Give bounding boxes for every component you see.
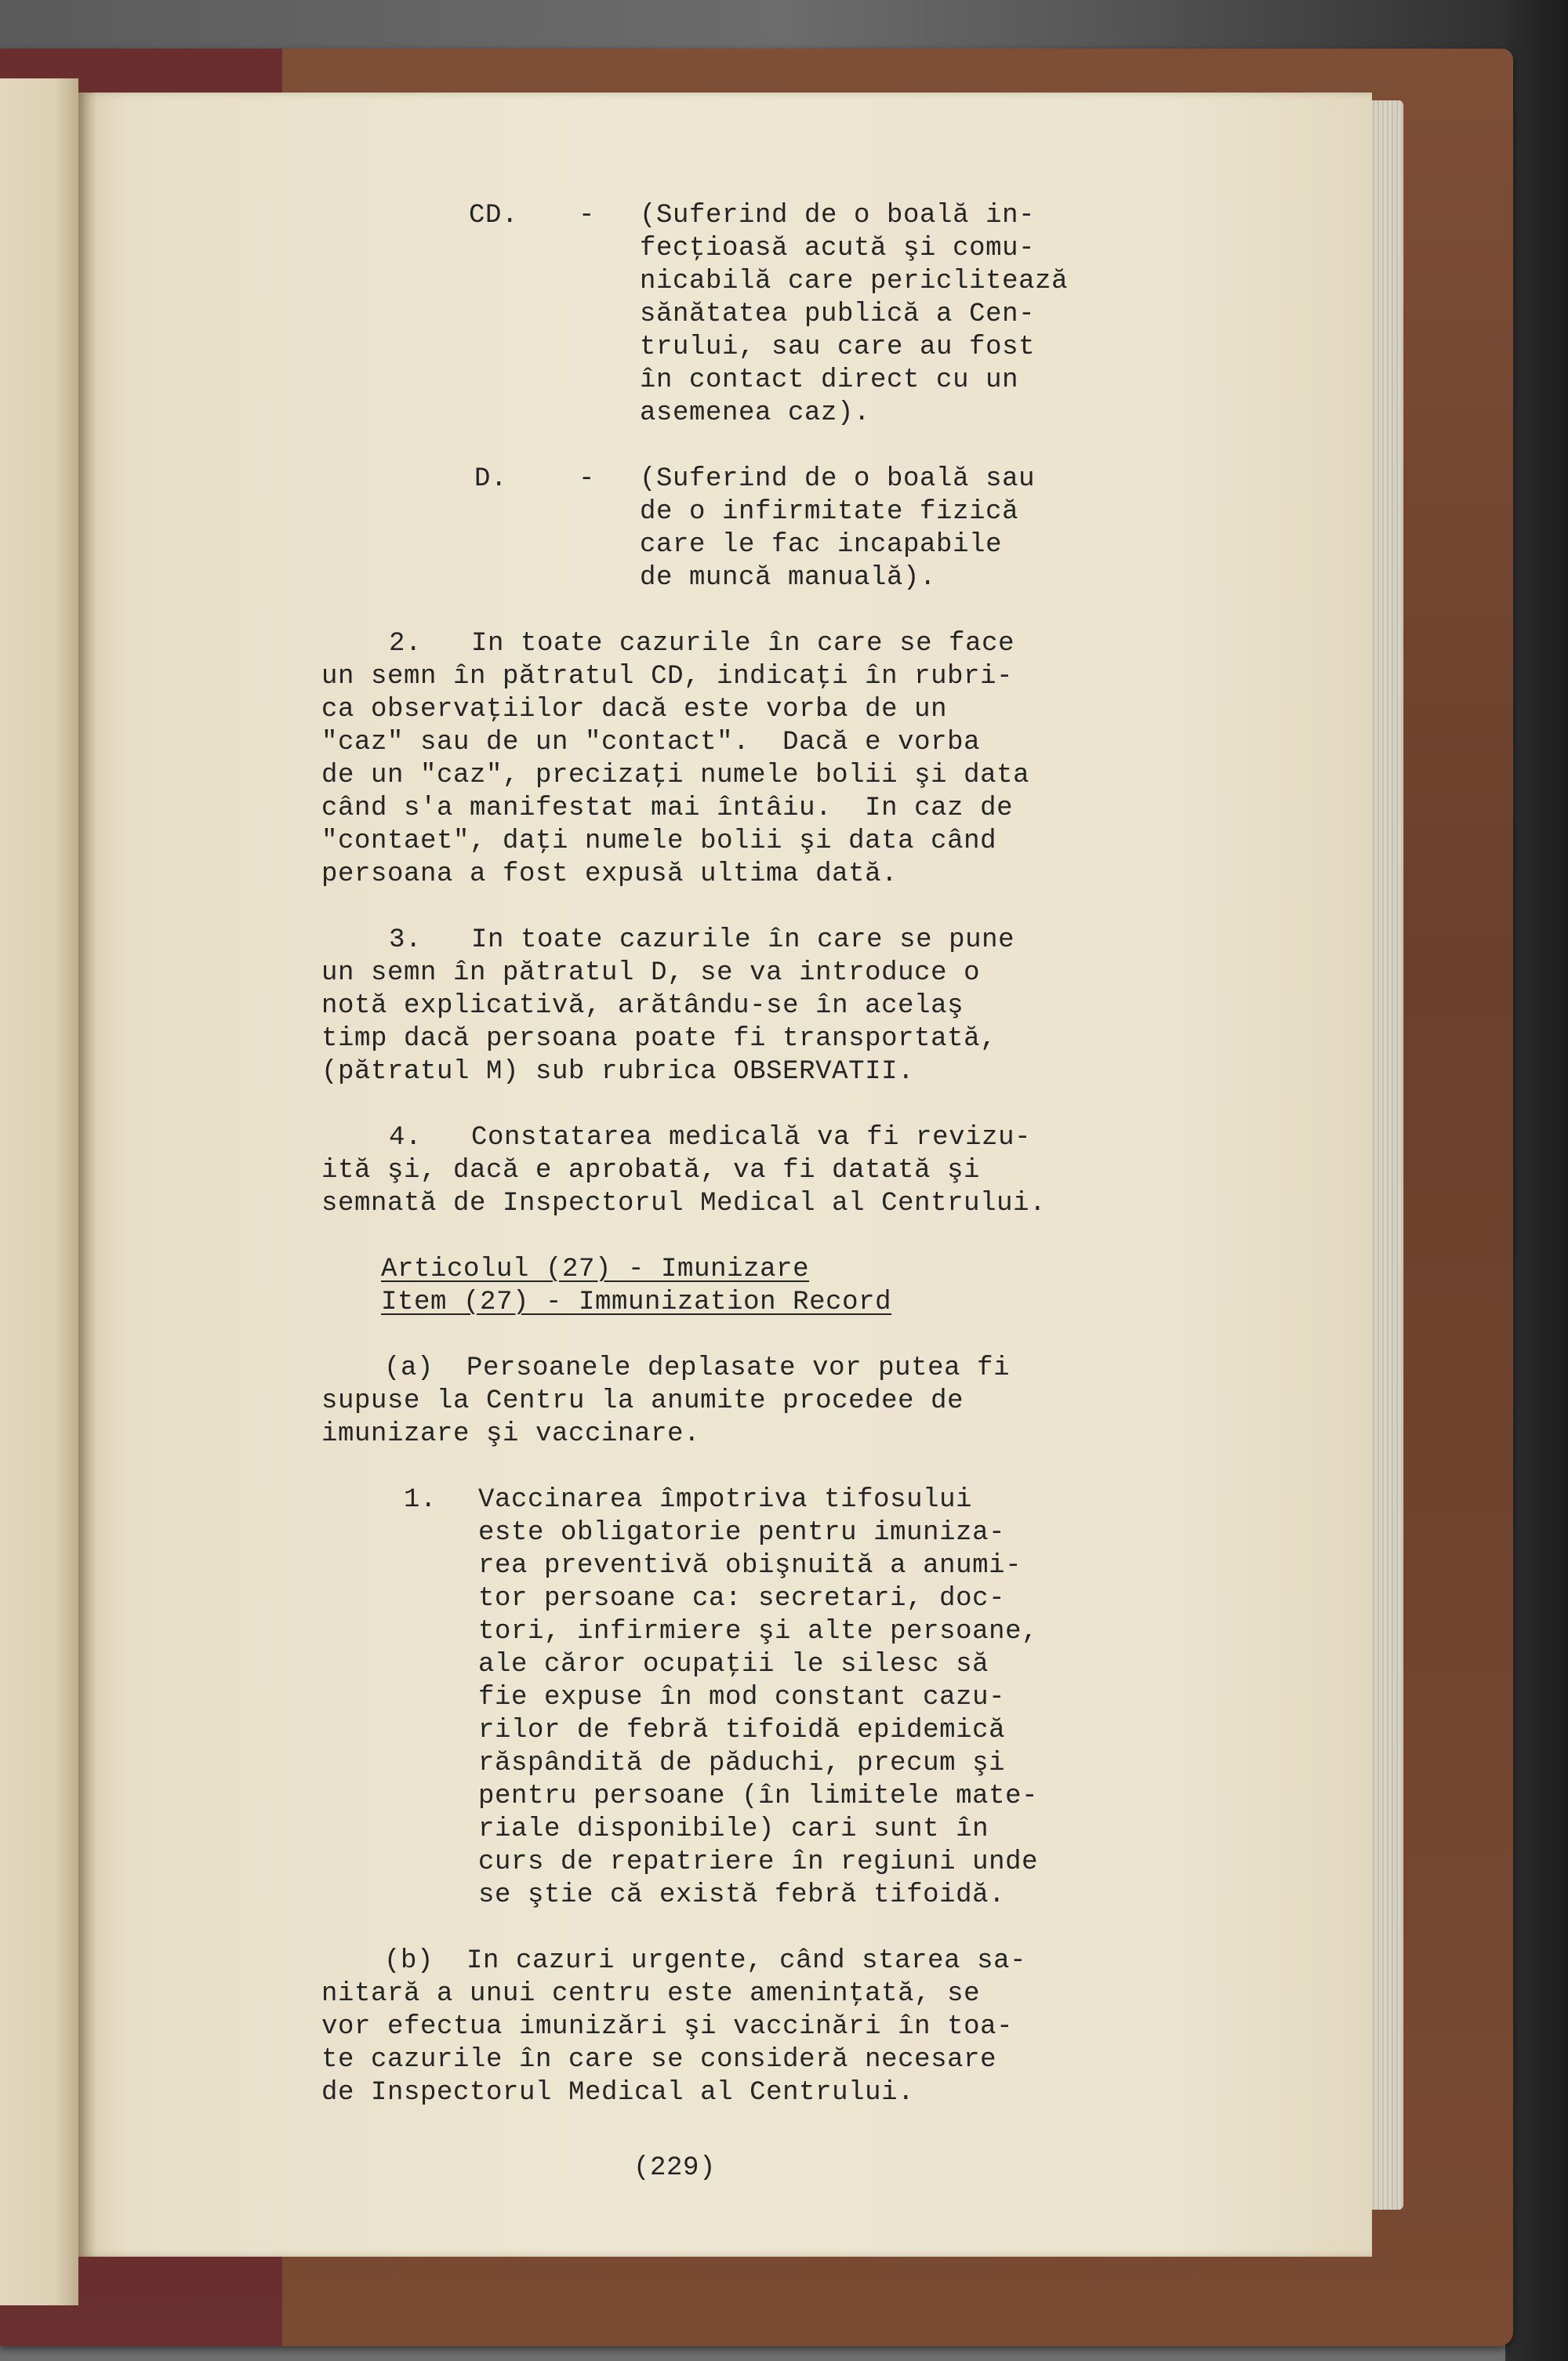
section-b-line: nitară a unui centru este ameninţată, se <box>321 1979 981 2009</box>
section-b-line: vor efectua imunizări şi vaccinări în toa- <box>321 2012 1014 2042</box>
paragraph-line: (pătratul M) sub rubrica OBSERVATII. <box>321 1057 915 1087</box>
entry-d-label: D. <box>474 464 508 494</box>
paragraph-line: 3. In toate cazurile în care se pune <box>389 925 1015 955</box>
heading-romanian: Articolul (27) - Imunizare <box>381 1255 810 1284</box>
book-page <box>78 93 1372 2257</box>
item-1-line: se ştie că există febră tifoidă. <box>478 1880 1006 1910</box>
item-1-line: fie expuse în mod constant cazu- <box>478 1683 1006 1713</box>
page-number: (229) <box>633 2153 717 2183</box>
previous-page-edge <box>0 78 78 2305</box>
section-b-line: (b) In cazuri urgente, când starea sa- <box>384 1946 1027 1976</box>
paragraph-line: când s'a manifestat mai întâiu. In caz de <box>321 794 1014 823</box>
paragraph-line: "contaet", daţi numele bolii şi data când <box>321 826 997 856</box>
item-1-line: rea preventivă obişnuită a anumi- <box>478 1551 1022 1581</box>
entry-cd-line: în contact direct cu un <box>640 365 1019 395</box>
section-b-line: te cazurile în care se consideră necesare <box>321 2045 997 2075</box>
entry-d-line: (Suferind de o boală sau <box>640 464 1036 494</box>
paragraph-line: un semn în pătratul CD, indicaţi în rubri- <box>321 662 1014 692</box>
gutter-shadow <box>78 93 97 2257</box>
entry-d-line: care le fac incapabile <box>640 530 1003 560</box>
entry-cd-line: sănătatea publică a Cen- <box>640 300 1036 329</box>
entry-cd-line: nicabilă care periclitează <box>640 267 1069 296</box>
paragraph-line: timp dacă persoana poate fi transportată, <box>321 1024 997 1054</box>
entry-d-line: de muncă manuală). <box>640 563 937 593</box>
paragraph-line: ca observaţiilor dacă este vorba de un <box>321 695 948 725</box>
paragraph-line: notă explicativă, arătându-se în acelaş <box>321 991 964 1021</box>
item-1-line: tori, infirmiere şi alte persoane, <box>478 1617 1039 1647</box>
item-1-line: răspândită de păduchi, precum şi <box>478 1749 1006 1778</box>
entry-cd-line: trului, sau care au fost <box>640 332 1036 362</box>
entry-cd-line: (Suferind de o boală in- <box>640 201 1036 231</box>
section-a-line: (a) Persoanele deplasate vor putea fi <box>384 1353 1011 1383</box>
section-b-line: de Inspectorul Medical al Centrului. <box>321 2078 915 2108</box>
paragraph-line: semnată de Inspectorul Medical al Centrului. <box>321 1189 1047 1219</box>
section-a-line: supuse la Centru la anumite procedee de <box>321 1386 964 1416</box>
entry-cd-line: asemenea caz). <box>640 398 871 428</box>
item-1-line: riale disponibile) cari sunt în <box>478 1814 989 1844</box>
paragraph-line: "caz" sau de un "contact". Dacă e vorba <box>321 728 981 757</box>
paragraph-line: de un "caz", precizaţi numele bolii şi data <box>321 761 1030 790</box>
entry-cd-dash: - <box>579 201 596 231</box>
item-1-label: 1. <box>404 1485 437 1515</box>
item-1-line: tor persoane ca: secretari, doc- <box>478 1584 1006 1614</box>
item-1-line: ale căror ocupaţii le silesc să <box>478 1650 989 1680</box>
paragraph-line: 2. In toate cazurile în care se face <box>389 629 1015 659</box>
paragraph-line: 4. Constatarea medicală va fi revizu- <box>389 1123 1032 1153</box>
item-1-line: Vaccinarea împotriva tifosului <box>478 1485 973 1515</box>
paragraph-line: un semn în pătratul D, se va introduce o <box>321 958 981 988</box>
item-1-line: rilor de febră tifoidă epidemică <box>478 1716 1006 1745</box>
entry-d-dash: - <box>579 464 596 494</box>
paragraph-line: persoana a fost expusă ultima dată. <box>321 859 898 889</box>
item-1-line: pentru persoane (în limitele mate- <box>478 1782 1039 1811</box>
entry-cd-line: fecţioasă acută şi comu- <box>640 234 1036 263</box>
background-right <box>1505 0 1568 2361</box>
paragraph-line: ită şi, dacă e aprobată, va fi datată şi <box>321 1156 981 1186</box>
item-1-line: este obligatorie pentru imuniza- <box>478 1518 1006 1548</box>
entry-d-line: de o infirmitate fizică <box>640 497 1019 527</box>
heading-english: Item (27) - Immunization Record <box>381 1288 892 1317</box>
item-1-line: curs de repatriere în regiuni unde <box>478 1847 1039 1877</box>
section-a-line: imunizare şi vaccinare. <box>321 1419 701 1449</box>
entry-cd-label: CD. <box>469 201 519 231</box>
